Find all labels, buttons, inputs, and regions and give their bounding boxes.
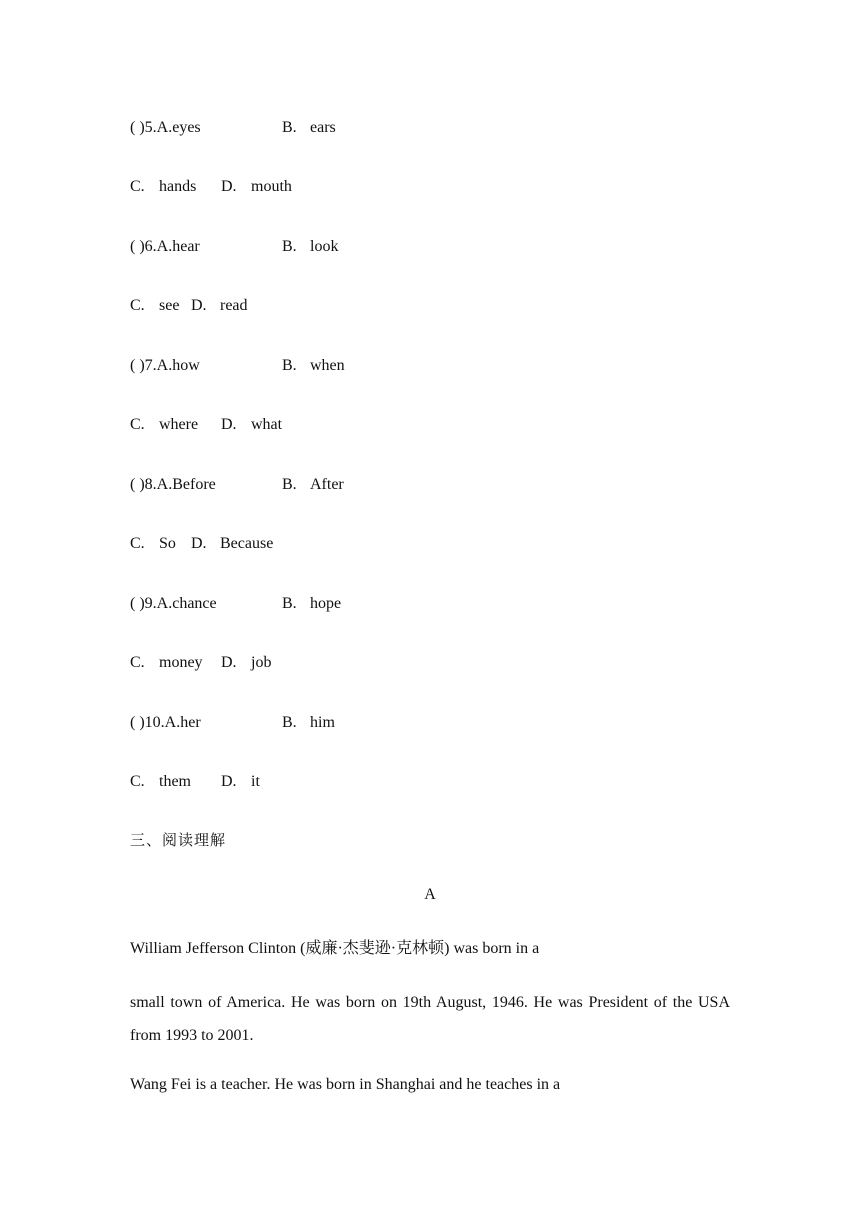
option-b-label: B. (282, 595, 297, 612)
option-c-label: C. (130, 178, 145, 195)
option-c-label: C. (130, 297, 145, 314)
question-10-stem: ( )10.A.her (130, 714, 201, 731)
option-c-label: C. (130, 773, 145, 790)
passage-label: A (424, 886, 436, 903)
option-c-text: where (159, 416, 199, 433)
option-d-text: Because (220, 535, 274, 552)
option-c-text: hands (159, 178, 197, 195)
option-b-label: B. (282, 119, 297, 136)
question-8-stem: ( )8.A.Before (130, 476, 216, 493)
passage-paragraph-1: William Jefferson Clinton (威廉·杰斐逊·克林顿) was born in a (130, 940, 540, 957)
option-c-text: So (159, 535, 176, 552)
question-9-stem: ( )9.A.chance (130, 595, 217, 612)
option-b-text: him (310, 714, 335, 731)
option-c-text: them (159, 773, 191, 790)
option-b-text: look (310, 238, 339, 255)
option-b-text: ears (310, 119, 336, 136)
option-b-text: hope (310, 595, 342, 612)
option-d-text: mouth (251, 178, 292, 195)
passage-paragraph-2: small town of America. He was born on 19th August, 1946. He was President of the USA from 1993 to 2001. (130, 994, 730, 1044)
option-b-label: B. (282, 238, 297, 255)
option-d-text: job (251, 654, 272, 671)
option-d-text: it (251, 773, 260, 790)
option-c-text: see (159, 297, 180, 314)
option-c-label: C. (130, 654, 145, 671)
option-b-text: when (310, 357, 345, 374)
option-d-label: D. (221, 654, 237, 671)
option-c-text: money (159, 654, 203, 671)
option-b-label: B. (282, 357, 297, 374)
section-heading: 三、阅读理解 (130, 831, 227, 849)
option-d-text: what (251, 416, 283, 433)
option-d-label: D. (191, 535, 207, 552)
option-d-text: read (220, 297, 248, 314)
option-d-label: D. (191, 297, 207, 314)
question-5-stem: ( )5.A.eyes (130, 119, 201, 136)
question-7-stem: ( )7.A.how (130, 357, 200, 374)
option-d-label: D. (221, 416, 237, 433)
option-d-label: D. (221, 178, 237, 195)
question-6-stem: ( )6.A.hear (130, 238, 200, 255)
option-b-label: B. (282, 714, 297, 731)
passage-paragraph-3: Wang Fei is a teacher. He was born in Shanghai and he teaches in a (130, 1076, 561, 1093)
option-c-label: C. (130, 535, 145, 552)
option-c-label: C. (130, 416, 145, 433)
option-b-label: B. (282, 476, 297, 493)
option-b-text: After (310, 476, 344, 493)
option-d-label: D. (221, 773, 237, 790)
